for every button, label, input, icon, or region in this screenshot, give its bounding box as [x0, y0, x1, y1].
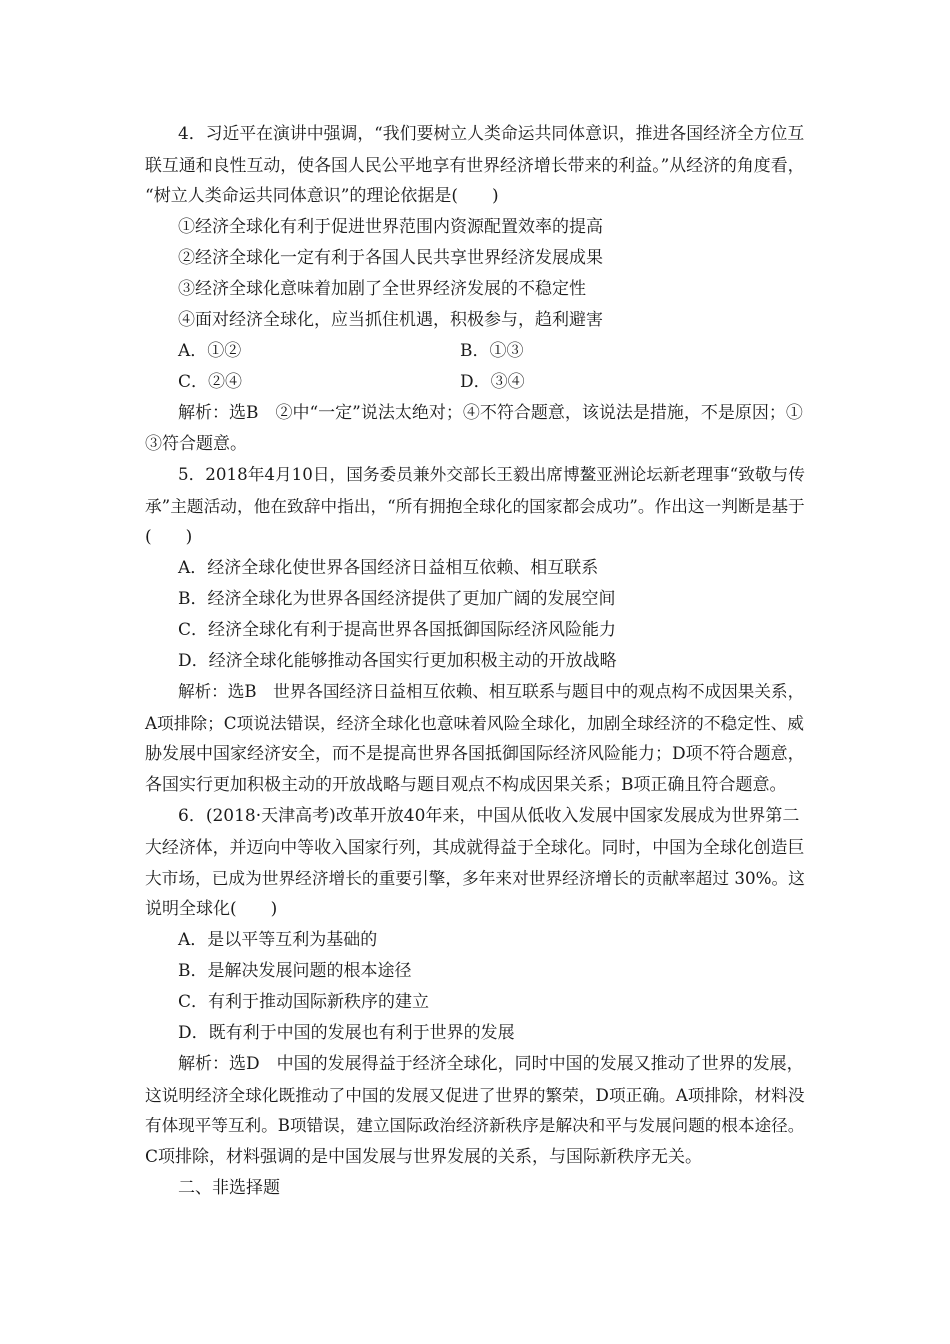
- q6-option-b: B．是解决发展问题的根本途径: [178, 961, 412, 981]
- q6-analysis-line-2: 这说明经济全球化既推动了中国的发展又促进了世界的繁荣，D项正确。A项排除，材料没: [145, 1085, 805, 1105]
- q4-option-d: D．③④: [460, 372, 525, 392]
- q5-option-b: B．经济全球化为世界各国经济提供了更加广阔的发展空间: [178, 589, 616, 609]
- q5-stem-line-2: 承”主题活动，他在致辞中指出，“所有拥抱全球化的国家都会成功”。作出这一判断是基于: [145, 496, 805, 516]
- q6-stem-line-4: 说明全球化( ): [145, 899, 278, 919]
- q6-analysis-line-1: 解析：选D 中国的发展得益于经济全球化，同时中国的发展又推动了世界的发展，: [178, 1054, 804, 1074]
- q5-option-d: D．经济全球化能够推动各国实行更加积极主动的开放战略: [178, 651, 617, 671]
- q6-stem-line-1: 6．(2018·天津高考)改革开放40年来，中国从低收入发展中国家发展成为世界第二: [178, 806, 800, 826]
- q6-option-a: A．是以平等互利为基础的: [178, 930, 378, 950]
- q4-option-c: C．②④: [178, 372, 243, 392]
- q5-option-a: A．经济全球化使世界各国经济日益相互依赖、相互联系: [178, 558, 599, 578]
- q4-stem-line-2: 联互通和良性互动，使各国人民公平地享有世界经济增长带来的利益。”从经济的角度看，: [145, 155, 805, 175]
- q4-item-1: ①经济全球化有利于促进世界范围内资源配置效率的提高: [178, 217, 603, 237]
- q4-option-b: B．①③: [460, 341, 524, 361]
- q5-stem-line-3: ( ): [145, 527, 193, 547]
- q5-analysis-line-2: A项排除；C项说法错误，经济全球化也意味着风险全球化，加剧全球经济的不稳定性、威: [145, 713, 804, 733]
- q4-item-4: ④面对经济全球化，应当抓住机遇，积极参与，趋利避害: [178, 310, 603, 330]
- q6-analysis-line-4: C项排除，材料强调的是中国发展与世界发展的关系，与国际新秩序无关。: [145, 1147, 703, 1167]
- q4-stem-line-3: “树立人类命运共同体意识”的理论依据是( ): [145, 186, 499, 206]
- q4-analysis-line-1: 解析：选B ②中“一定”说法太绝对；④不符合题意，该说法是措施，不是原因；①: [178, 403, 803, 423]
- q5-analysis-line-1: 解析：选B 世界各国经济日益相互依赖、相互联系与题目中的观点构不成因果关系，: [178, 682, 805, 701]
- q4-item-3: ③经济全球化意味着加剧了全世界经济发展的不稳定性: [178, 279, 586, 299]
- q5-stem-line-1: 5．2018年4月10日，国务委员兼外交部长王毅出席博鳌亚洲论坛新老理事“致敬与传: [178, 465, 805, 484]
- q4-option-a: A．①②: [178, 341, 242, 361]
- q5-analysis-line-3: 胁发展中国家经济安全，而不是提高世界各国抵御国际经济风险能力；D项不符合题意，: [145, 744, 805, 764]
- q6-stem-line-3: 大市场，已成为世界经济增长的重要引擎，多年来对世界经济增长的贡献率超过 30%。这: [145, 868, 805, 888]
- q6-analysis-line-3: 有体现平等互利。B项错误，建立国际政治经济新秩序是解决和平与发展问题的根本途径。: [145, 1116, 805, 1135]
- q4-item-2: ②经济全球化一定有利于各国人民共享世界经济发展成果: [178, 248, 603, 268]
- q6-option-d: D．既有利于中国的发展也有利于世界的发展: [178, 1023, 515, 1043]
- q4-analysis-line-2: ③符合题意。: [145, 434, 247, 454]
- q5-option-c: C．经济全球化有利于提高世界各国抵御国际经济风险能力: [178, 620, 617, 640]
- q4-stem-line-1: 4．习近平在演讲中强调，“我们要树立人类命运共同体意识，推进各国经济全方位互: [178, 123, 805, 143]
- q6-stem-line-2: 大经济体，并迈向中等收入国家行列，其成就得益于全球化。同时，中国为全球化创造巨: [145, 837, 805, 857]
- q6-option-c: C．有利于推动国际新秩序的建立: [178, 992, 430, 1012]
- section-heading: 二、非选择题: [178, 1178, 280, 1198]
- q5-analysis-line-4: 各国实行更加积极主动的开放战略与题目观点不构成因果关系；B项正确且符合题意。: [145, 775, 787, 795]
